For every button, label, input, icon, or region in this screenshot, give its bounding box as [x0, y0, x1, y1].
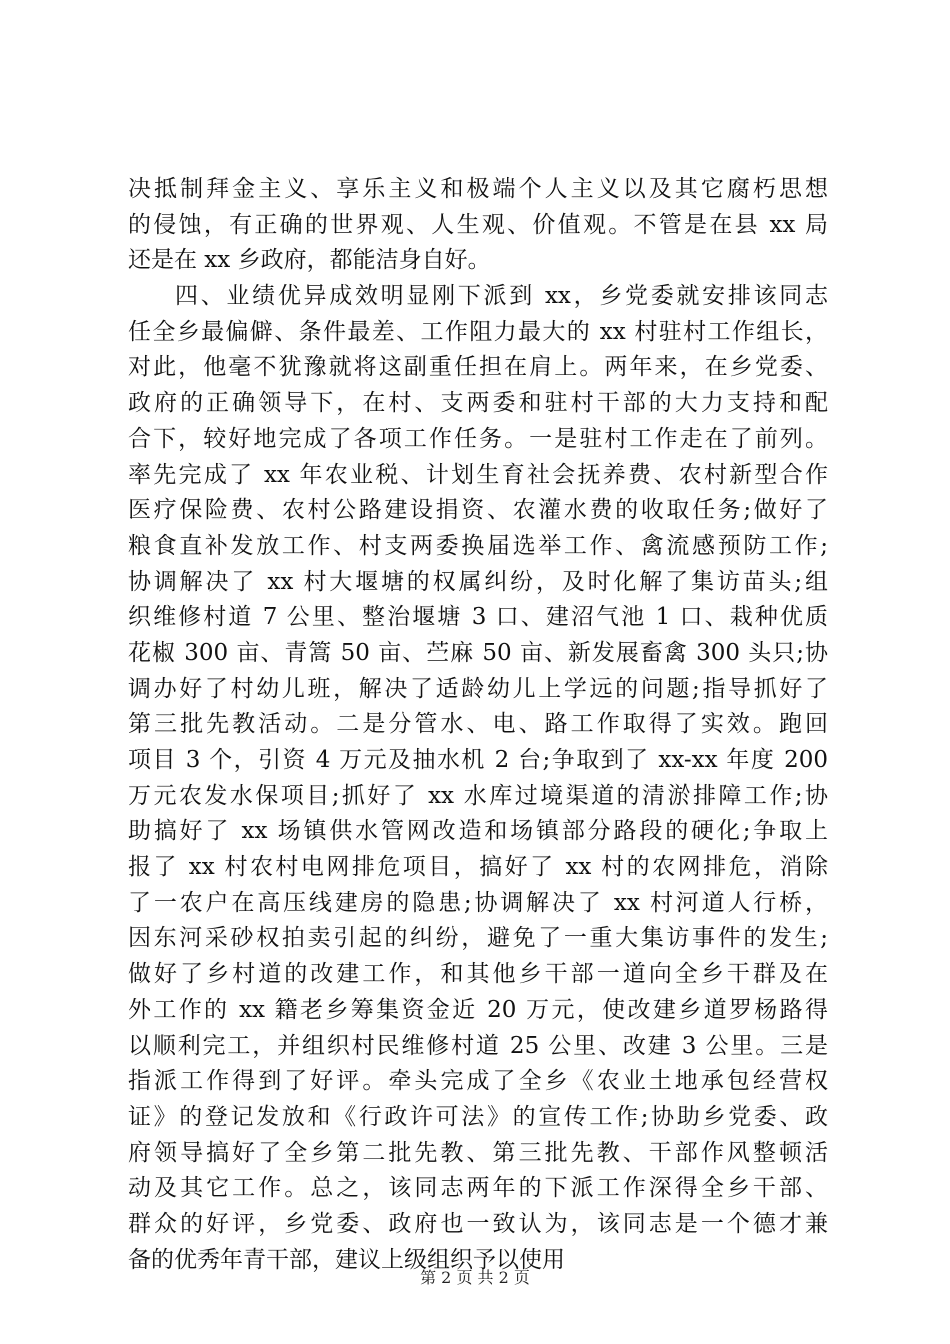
text-line: 做好了乡村道的改建工作，和其他乡干部一道向全乡干群及在: [128, 961, 828, 988]
text-line: 证》的登记发放和《行政许可法》的宣传工作;协助乡党委、政: [128, 1103, 828, 1130]
text-line: 调办好了村幼儿班，解决了适龄幼儿上学远的问题;指导抓好了: [128, 675, 828, 702]
text-line: 花椒 300 亩、青篙 50 亩、苎麻 50 亩、新发展畜禽 300 头只;协: [128, 639, 828, 666]
text-line: 动及其它工作。总之，该同志两年的下派工作深得全乡干部、: [128, 1175, 828, 1202]
text-line: 对此，他毫不犹豫就将这副重任担在肩上。两年来，在乡党委、: [128, 354, 828, 381]
text-line: 助搞好了 xx 场镇供水管网改造和场镇部分路段的硬化;争取上: [128, 818, 828, 845]
text-line: 备的优秀年青干部，建议上级组织予以使用: [128, 1246, 565, 1273]
text-line: 因东河采砂权拍卖引起的纠纷，避免了一重大集访事件的发生;: [128, 925, 828, 952]
text-line: 医疗保险费、农村公路建设捐资、农灌水费的收取任务;做好了: [128, 497, 828, 524]
text-line: 政府的正确领导下，在村、支两委和驻村干部的大力支持和配: [128, 390, 828, 417]
text-line: 决抵制拜金主义、享乐主义和极端个人主义以及其它腐朽思想: [128, 176, 828, 202]
text-line: 了一农户在高压线建房的隐患;协调解决了 xx 村河道人行桥，: [128, 889, 828, 916]
text-line: 指派工作得到了好评。牵头完成了全乡《农业土地承包经营权: [128, 1068, 828, 1095]
text-line: 群众的好评，乡党委、政府也一致认为，该同志是一个德才兼: [128, 1210, 828, 1237]
text-line: 四、业绩优异成效明显刚下派到 xx，乡党委就安排该同志: [175, 283, 828, 310]
text-line: 粮食直补发放工作、村支两委换届选举工作、禽流感预防工作;: [128, 532, 828, 559]
text-line: 报了 xx 村农村电网排危项目，搞好了 xx 村的农网排危，消除: [128, 854, 828, 881]
text-line: 任全乡最偏僻、条件最差、工作阻力最大的 xx 村驻村工作组长，: [128, 318, 828, 345]
text-line: 协调解决了 xx 村大堰塘的权属纠纷，及时化解了集访苗头;组: [128, 568, 828, 595]
body-text: [128, 172, 828, 1278]
text-line: 外工作的 xx 籍老乡筹集资金近 20 万元，使改建乡道罗杨路得: [128, 996, 828, 1023]
text-line: 项目 3 个，引资 4 万元及抽水机 2 台;争取到了 xx-xx 年度 200: [128, 747, 828, 773]
text-line: 织维修村道 7 公里、整治堰塘 3 口、建沼气池 1 口、栽种优质: [128, 604, 828, 631]
text-line: 第三批先教活动。二是分管水、电、路工作取得了实效。跑回: [128, 711, 828, 738]
text-line: 还是在 xx 乡政府，都能洁身自好。: [128, 247, 491, 274]
text-line: 府领导搞好了全乡第二批先教、第三批先教、干部作风整顿活: [128, 1139, 828, 1166]
text-line: 以顺利完工，并组织村民维修村道 25 公里、改建 3 公里。三是: [128, 1032, 828, 1059]
text-line: 率先完成了 xx 年农业税、计划生育社会抚养费、农村新型合作: [128, 461, 828, 488]
text-line: 合下，较好地完成了各项工作任务。一是驻村工作走在了前列。: [128, 425, 828, 452]
text-line: 的侵蚀，有正确的世界观、人生观、价值观。不管是在县 xx 局: [128, 211, 828, 238]
text-line: 万元农发水保项目;抓好了 xx 水库过境渠道的清淤排障工作;协: [128, 782, 828, 809]
page-footer: 第 2 页 共 2 页: [420, 1268, 530, 1287]
